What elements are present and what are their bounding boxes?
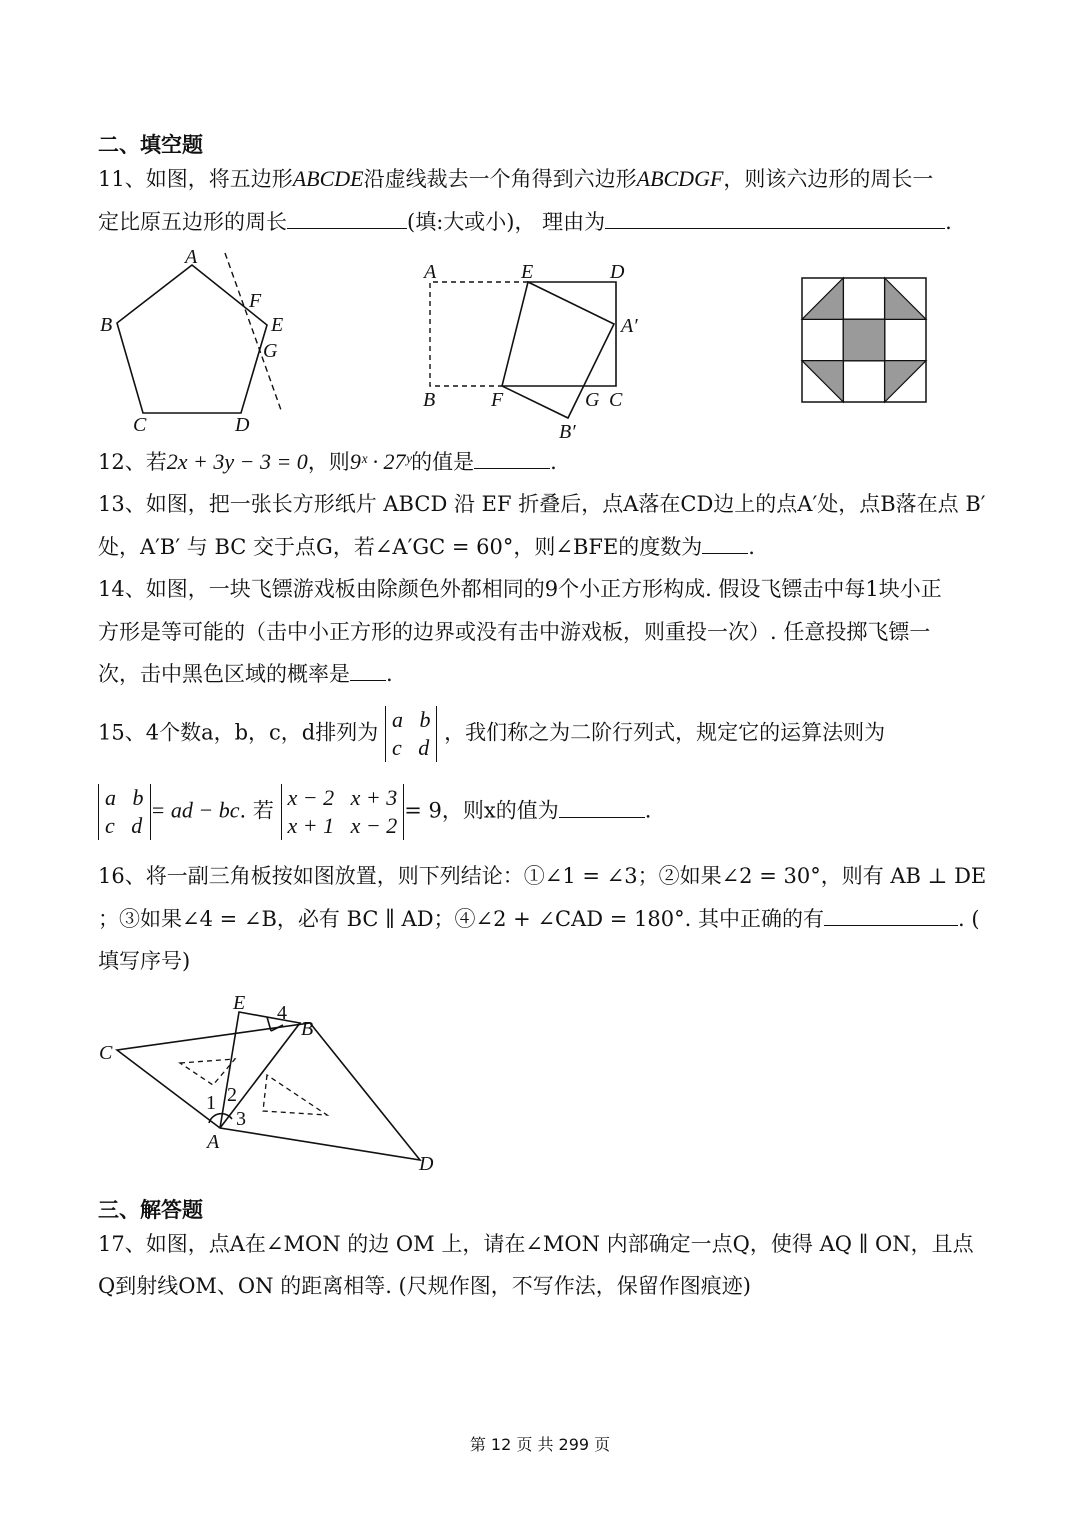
- label-C: C: [609, 389, 623, 411]
- section-title-answer: 三、解答题: [98, 1198, 203, 1222]
- q16-line1: 16、将一副三角板按如图放置，则下列结论：①∠1 = ∠3；②如果∠2 = 30°，则有 AB ⊥ DE: [98, 864, 987, 888]
- figure-dart-board: [800, 276, 930, 404]
- q11-answer-blank-1[interactable]: [287, 208, 407, 229]
- q11-line2: 定比原五边形的周长 (填:大或小)， 理由为 .: [98, 210, 952, 234]
- section-title-fill-in: 二、填空题: [98, 133, 203, 157]
- label-F: F: [249, 290, 262, 312]
- shaded-triangle-bottom-left: [802, 361, 843, 402]
- q14-line3: 次，击中黑色区域的概率是 .: [98, 662, 393, 686]
- label-angle-3: 3: [236, 1108, 246, 1130]
- q15-line1: 15、4个数a，b，c，d排列为 a b c d ，我们称之为二阶行列式，规定它的运算法则为: [98, 707, 886, 760]
- shaded-triangle-top-right: [885, 278, 926, 319]
- q14-line1: 14、如图，一块飞镖游戏板由除颜色外都相同的9个小正方形构成. 假设飞镖击中每1块小正: [98, 577, 942, 601]
- label-A: A: [185, 246, 198, 268]
- label-E: E: [271, 314, 284, 336]
- label-angle-4: 4: [277, 1002, 287, 1024]
- q11-line1: 11、如图，将五边形ABCDE沿虚线裁去一个角得到六边形ABCDGF，则该六边形的周长一: [98, 166, 934, 191]
- inner-triangle-right: [263, 1075, 327, 1115]
- shaded-center-square: [843, 319, 884, 360]
- label-angle-1: 1: [206, 1092, 216, 1114]
- label-F: F: [491, 389, 504, 411]
- q13-line2: 处，A′B′ 与 BC 交于点G，若∠A′GC = 60°，则∠BFE的度数为 .: [98, 535, 755, 559]
- figure-folded-rectangle: [418, 258, 648, 448]
- label-D: D: [610, 261, 625, 283]
- q12-answer-blank[interactable]: [474, 448, 550, 469]
- q15-matrix-definition: a b c d: [98, 784, 151, 840]
- figure-triangle-boards: [95, 985, 445, 1175]
- q13-answer-blank[interactable]: [702, 533, 748, 554]
- shaded-triangle-top-left: [802, 278, 843, 319]
- triangle-board-CBD: [117, 1023, 420, 1160]
- figure-pentagon: [95, 245, 295, 440]
- label-B: B: [423, 389, 436, 411]
- shaded-triangle-bottom-right: [885, 361, 926, 402]
- label-B: B: [100, 314, 113, 336]
- label-A-prime: A′: [621, 315, 638, 337]
- label-G: G: [585, 389, 600, 411]
- inner-triangle-left: [180, 1059, 235, 1085]
- q16-answer-blank[interactable]: [824, 905, 958, 926]
- q17-line1: 17、如图，点A在∠MON 的边 OM 上，请在∠MON 内部确定一点Q，使得 AQ ∥ ON，且点: [98, 1232, 974, 1256]
- label-A: A: [424, 261, 437, 283]
- label-D: D: [235, 414, 250, 436]
- label-A: A: [207, 1131, 220, 1153]
- q17-line2: Q到射线OM、ON 的距离相等. (尺规作图，不写作法，保留作图痕迹): [98, 1274, 751, 1298]
- q14-answer-blank[interactable]: [350, 660, 386, 681]
- label-G: G: [263, 340, 278, 362]
- original-rectangle-dashed: [430, 282, 528, 386]
- pentagon-shape: [117, 265, 267, 413]
- page-footer: 第 12 页 共 299 页: [469, 1435, 611, 1454]
- label-C: C: [99, 1042, 113, 1064]
- label-E: E: [233, 992, 246, 1014]
- q15-matrix-abcd: a b c d: [385, 706, 438, 762]
- label-C: C: [133, 414, 147, 436]
- q16-line3: 填写序号): [98, 949, 191, 973]
- q16-line2: ；③如果∠4 = ∠B，必有 BC ∥ AD；④∠2 + ∠CAD = 180°. 其中正确的有 . (: [98, 907, 980, 931]
- label-E: E: [521, 261, 534, 283]
- q14-line2: 方形是等可能的（击中小正方形的边界或没有击中游戏板，则重投一次）. 任意投掷飞镖一: [98, 620, 931, 644]
- q11-answer-blank-2[interactable]: [605, 208, 945, 229]
- label-B-prime: B′: [559, 421, 576, 443]
- q12-line: 12、若2x + 3y − 3 = 0，则9ˣ · 27ʸ的值是 .: [98, 449, 557, 474]
- label-B: B: [301, 1018, 314, 1040]
- q13-line1: 13、如图，把一张长方形纸片 ABCD 沿 EF 折叠后，点A落在CD边上的点A′处，点B落在点 B′: [98, 492, 986, 516]
- label-D: D: [419, 1153, 434, 1175]
- label-angle-2: 2: [227, 1084, 237, 1106]
- q15-answer-blank[interactable]: [559, 797, 645, 818]
- q15-matrix-x: x − 2 x + 3 x + 1 x − 2: [281, 784, 405, 840]
- q15-line2: a b c d = ad − bc. 若 x − 2 x + 3 x + 1 x − 2 = 9，则x的值为 .: [98, 784, 651, 840]
